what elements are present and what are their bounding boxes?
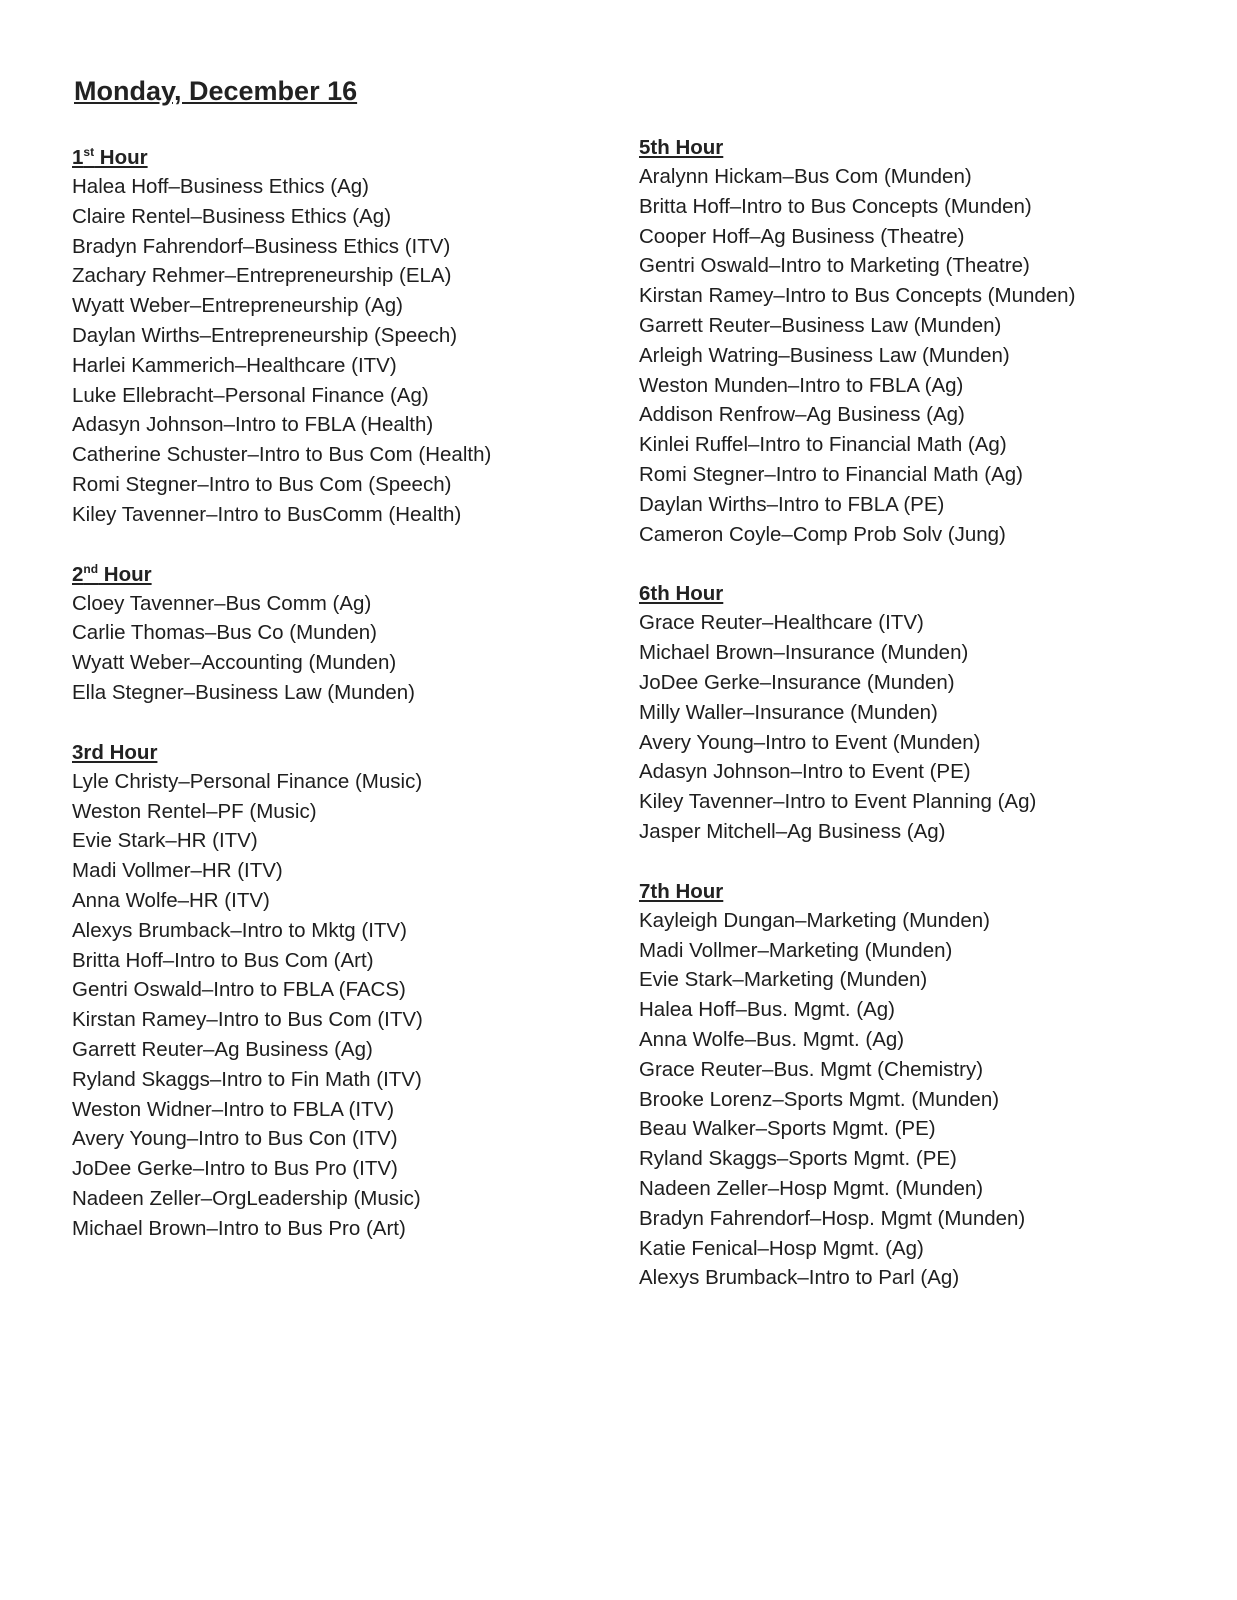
list-item: Britta Hoff–Intro to Bus Concepts (Munden) (639, 194, 1032, 218)
list-item: Michael Brown–Intro to Bus Pro (Art) (72, 1216, 406, 1240)
list-item: Romi Stegner–Intro to Bus Com (Speech) (72, 472, 452, 496)
list-item: Beau Walker–Sports Mgmt. (PE) (639, 1117, 936, 1141)
list-item: JoDee Gerke–Insurance (Munden) (639, 670, 955, 694)
list-item: Kinlei Ruffel–Intro to Financial Math (Ag) (639, 433, 1007, 457)
entry-list (639, 906, 1219, 1293)
section-heading-text: 5th Hour (639, 136, 724, 159)
list-item: Wyatt Weber–Accounting (Munden) (72, 651, 397, 675)
list-item: Grace Reuter–Bus. Mgmt (Chemistry) (639, 1057, 984, 1081)
section-heading (72, 738, 592, 767)
list-item: Grace Reuter–Healthcare (ITV) (639, 611, 924, 635)
list-item: Romi Stegner–Intro to Financial Math (Ag) (639, 462, 1023, 486)
list-item: Bradyn Fahrendorf–Hosp. Mgmt (Munden) (639, 1206, 1026, 1230)
list-item: Weston Munden–Intro to FBLA (Ag) (639, 373, 964, 397)
list-item: Brooke Lorenz–Sports Mgmt. (Munden) (639, 1087, 1000, 1111)
list-item: Kirstan Ramey–Intro to Bus Com (ITV) (72, 1008, 423, 1032)
section-5th-hour (639, 133, 1219, 549)
right-column (639, 133, 1219, 1323)
list-item: Evie Stark–HR (ITV) (72, 829, 258, 853)
list-item: Nadeen Zeller–Hosp Mgmt. (Munden) (639, 1176, 984, 1200)
list-item: Gentri Oswald–Intro to FBLA (FACS) (72, 978, 406, 1002)
section-2nd-hour (72, 560, 592, 708)
list-item: Kiley Tavenner–Intro to BusComm (Health) (72, 502, 462, 526)
list-item: Garrett Reuter–Business Law (Munden) (639, 313, 1002, 337)
list-item: Ryland Skaggs–Intro to Fin Math (ITV) (72, 1067, 422, 1091)
list-item: Kirstan Ramey–Intro to Bus Concepts (Munden) (639, 284, 1076, 308)
list-item: Britta Hoff–Intro to Bus Com (Art) (72, 948, 374, 972)
list-item: Carlie Thomas–Bus Co (Munden) (72, 621, 377, 645)
list-item: Zachary Rehmer–Entrepreneurship (ELA) (72, 264, 452, 288)
list-item: Wyatt Weber–Entrepreneurship (Ag) (72, 294, 404, 318)
list-item: Bradyn Fahrendorf–Business Ethics (ITV) (72, 234, 451, 258)
list-item: Halea Hoff–Bus. Mgmt. (Ag) (639, 998, 895, 1022)
list-item: Daylan Wirths–Entrepreneurship (Speech) (72, 323, 458, 347)
list-item: JoDee Gerke–Intro to Bus Pro (ITV) (72, 1157, 398, 1181)
section-heading-ordinal: st (83, 145, 95, 160)
list-item: Anna Wolfe–HR (ITV) (72, 888, 270, 912)
section-7th-hour (639, 877, 1219, 1293)
list-item: Alexys Brumback–Intro to Mktg (ITV) (72, 918, 407, 942)
list-item: Adasyn Johnson–Intro to FBLA (Health) (72, 413, 434, 437)
section-heading (639, 579, 1219, 608)
entry-list (72, 589, 592, 708)
section-heading-text: 2 (72, 562, 84, 586)
list-item: Weston Rentel–PF (Music) (72, 799, 317, 823)
section-6th-hour (639, 579, 1219, 846)
list-item: Aralynn Hickam–Bus Com (Munden) (639, 165, 972, 188)
left-column (72, 143, 592, 1274)
list-item: Anna Wolfe–Bus. Mgmt. (Ag) (639, 1027, 905, 1051)
list-item: Avery Young–Intro to Bus Con (ITV) (72, 1127, 398, 1151)
list-item: Adasyn Johnson–Intro to Event (PE) (639, 760, 971, 784)
list-item: Claire Rentel–Business Ethics (Ag) (72, 204, 392, 228)
section-heading-text: 3rd Hour (72, 740, 158, 764)
list-item: Luke Ellebracht–Personal Finance (Ag) (72, 383, 429, 407)
section-heading (72, 143, 592, 172)
list-item: Kayleigh Dungan–Marketing (Munden) (639, 908, 990, 932)
list-item: Madi Vollmer–Marketing (Munden) (639, 938, 953, 962)
section-heading-text: 6th Hour (639, 582, 724, 606)
list-item: Kiley Tavenner–Intro to Event Planning (Ag) (639, 790, 1037, 814)
section-heading-suffix: Hour (98, 562, 152, 586)
list-item: Weston Widner–Intro to FBLA (ITV) (72, 1097, 395, 1121)
entry-list (639, 608, 1219, 846)
section-heading-suffix: Hour (94, 146, 148, 169)
list-item: Cameron Coyle–Comp Prob Solv (Jung) (639, 522, 1006, 546)
list-item: Michael Brown–Insurance (Munden) (639, 641, 969, 665)
list-item: Nadeen Zeller–OrgLeadership (Music) (72, 1186, 421, 1210)
section-heading-text: 1 (72, 146, 84, 169)
list-item: Lyle Christy–Personal Finance (Music) (72, 769, 423, 793)
list-item: Katie Fenical–Hosp Mgmt. (Ag) (639, 1236, 924, 1260)
list-item: Ella Stegner–Business Law (Munden) (72, 680, 415, 704)
section-heading-text: 7th Hour (639, 879, 724, 903)
section-heading (639, 133, 1219, 162)
section-heading (639, 877, 1219, 906)
section-heading-ordinal: nd (83, 561, 99, 576)
entry-list (639, 162, 1219, 549)
section-1st-hour (72, 143, 592, 530)
list-item: Cloey Tavenner–Bus Comm (Ag) (72, 591, 372, 615)
list-item: Avery Young–Intro to Event (Munden) (639, 730, 981, 754)
list-item: Daylan Wirths–Intro to FBLA (PE) (639, 492, 945, 516)
list-item: Harlei Kammerich–Healthcare (ITV) (72, 353, 397, 377)
section-3rd-hour (72, 738, 592, 1244)
list-item: Madi Vollmer–HR (ITV) (72, 859, 283, 883)
list-item: Evie Stark–Marketing (Munden) (639, 968, 928, 992)
list-item: Milly Waller–Insurance (Munden) (639, 700, 938, 724)
list-item: Addison Renfrow–Ag Business (Ag) (639, 403, 965, 427)
section-heading (72, 560, 592, 589)
entry-list (72, 767, 592, 1244)
list-item: Garrett Reuter–Ag Business (Ag) (72, 1037, 373, 1061)
list-item: Halea Hoff–Business Ethics (Ag) (72, 175, 370, 198)
list-item: Ryland Skaggs–Sports Mgmt. (PE) (639, 1147, 957, 1171)
entry-list (72, 172, 592, 530)
list-item: Catherine Schuster–Intro to Bus Com (Health) (72, 443, 492, 467)
list-item: Cooper Hoff–Ag Business (Theatre) (639, 224, 965, 248)
page-title: Monday, December 16 (74, 76, 358, 106)
list-item: Arleigh Watring–Business Law (Munden) (639, 343, 1010, 367)
list-item: Alexys Brumback–Intro to Parl (Ag) (639, 1266, 960, 1290)
list-item: Gentri Oswald–Intro to Marketing (Theatre) (639, 254, 1030, 278)
list-item: Jasper Mitchell–Ag Business (Ag) (639, 819, 946, 843)
